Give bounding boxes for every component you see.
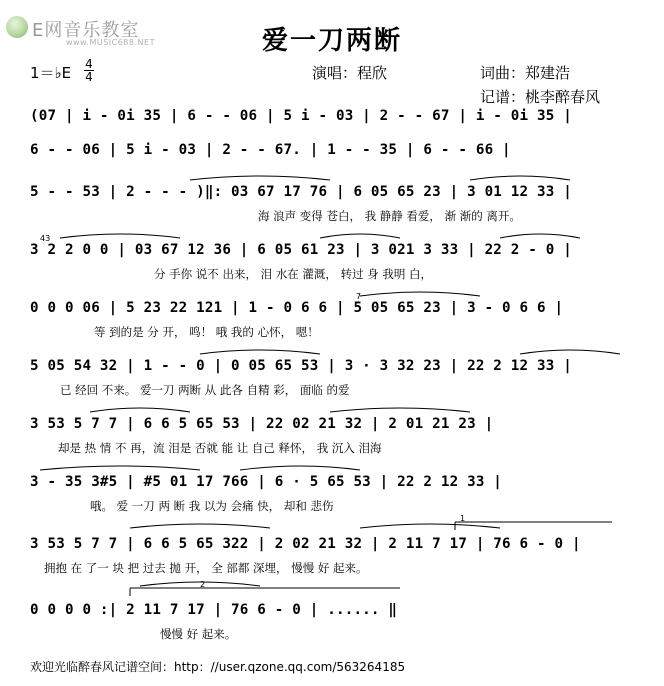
slur-mark (330, 408, 470, 412)
lyric-line-8: 慢慢 好 起来。 (160, 627, 237, 641)
score-row-1: (07 | i - 0i 35 | 6 - - 06 | 5 i - 03 | 2 - - 67 | i - 0i 35 | (30, 108, 572, 124)
slur-mark (520, 350, 620, 354)
footer-text: 欢迎光临醉春风记谱空间：http：//user.qzone.qq.com/563264185 (30, 660, 406, 674)
lyric-line-7: 拥抱 在 了一 块 把 过去 抛 开， 全 部都 深埋， 慢慢 好 起来。 (44, 561, 368, 575)
score-row-7: 3 53 5 7 7 | 6 6 5 65 53 | 22 02 21 32 | 2 01 21 23 | (30, 416, 494, 432)
time-signature-bottom: 4 (85, 70, 93, 84)
slur-mark (500, 234, 580, 238)
slur-mark (470, 176, 570, 180)
slur-mark (200, 350, 320, 354)
slur-mark (360, 524, 500, 528)
score-row-5: 0 0 0 06 | 5 23 22 121 | 1 - 0 6 6 | 5 05 65 23 | 3 - 0 6 6 | (30, 300, 564, 316)
score-row-2: 6 - - 06 | 5 i - 03 | 2 - - 67. | 1 - - 35 | 6 - - 66 | (30, 142, 511, 158)
singer-credit: 演唱：程欣 (312, 64, 388, 82)
score-row-8: 3 - 35 3#5 | #5 01 17 766 | 6 · 5 65 53 | 22 2 12 33 | (30, 474, 503, 490)
lyric-line-2: 分 手你 说不 出来， 泪 水在 灌溉， 转过 身 我明 白， (154, 267, 433, 281)
logo-text: E网音乐教室 (32, 20, 140, 41)
lyric-line-6: 哦。 爱 一刀 两 断 我 以为 会痛 快， 却和 悲伤 (90, 499, 334, 513)
slur-mark (190, 176, 330, 180)
key-signature: 1＝♭E (30, 64, 72, 82)
time-signature-top: 4 (85, 57, 93, 71)
slur-mark (90, 408, 190, 412)
transcriber-credit: 记谱：桃李醉春风 (480, 88, 601, 106)
score-row-9: 3 53 5 7 7 | 6 6 5 65 322 | 2 02 21 32 | 2 11 7 17 | 76 6 - 0 | (30, 536, 581, 552)
lyric-line-3: 等 到的是 分 开， 鸣！ 哦 我的 心怀， 嗯！ (94, 325, 319, 339)
slur-mark (360, 292, 480, 296)
slur-mark (130, 524, 270, 528)
logo-url: www.MUSIC688.NET (66, 38, 155, 47)
ornament-mark: 43 (40, 234, 51, 243)
lyric-line-1: 海 浪声 变得 苍白， 我 静静 看爱， 渐 渐的 离开。 (258, 209, 521, 223)
lyric-line-4: 已 经回 不来。 爱一刀 两断 从 此各 自精 彩， 面临 的爱 (60, 383, 350, 397)
slur-mark (320, 234, 400, 238)
score-row-6: 5 05 54 32 | 1 - - 0 | 0 05 65 53 | 3 · 3 32 23 | 22 2 12 33 | (30, 358, 572, 374)
ornament-mark: 7 (356, 292, 362, 301)
volta-1-number: 1 (460, 514, 466, 523)
score-row-10: 0 0 0 0 :| 2 11 7 17 | 76 6 - 0 | ...... ‖ (30, 602, 398, 618)
lyric-line-5: 却是 热 情 不 再，流 泪是 否就 能 让 自己 释怀， 我 沉入 泪海 (58, 441, 382, 455)
composer-credit: 词曲：郑建浩 (480, 64, 571, 82)
slur-mark (240, 466, 360, 470)
slur-mark (40, 466, 200, 470)
score-row-4: 3 2 2 0 0 | 03 67 12 36 | 6 05 61 23 | 3 021 3 33 | 22 2 - 0 | (30, 242, 572, 258)
volta-2-number: 2 (200, 580, 206, 589)
song-title: 爱一刀两断 (261, 26, 402, 56)
slur-mark (60, 234, 180, 238)
score-row-3: 5 - - 53 | 2 - - - )‖: 03 67 17 76 | 6 05 65 23 | 3 01 12 33 | (30, 184, 572, 200)
